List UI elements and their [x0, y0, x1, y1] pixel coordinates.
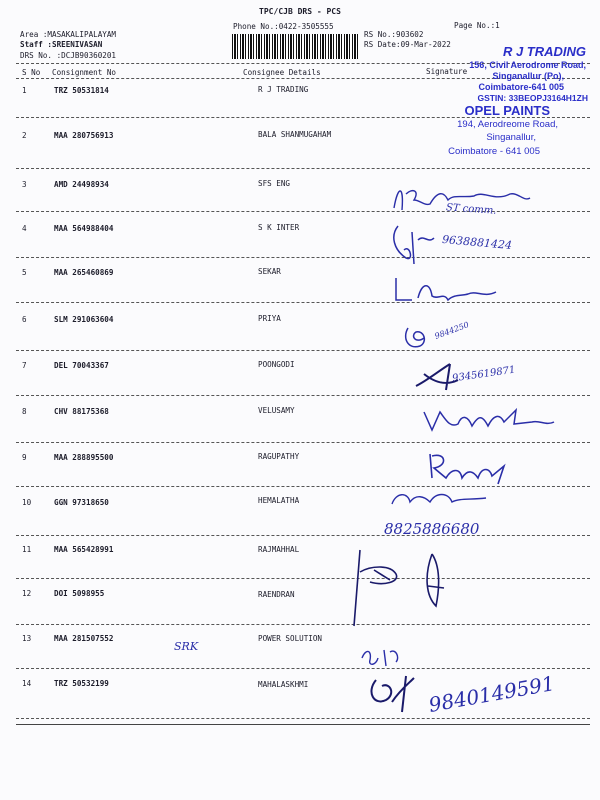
row-sno: 7: [22, 361, 27, 370]
row-sno: 9: [22, 453, 27, 462]
document-title: TPC/CJB DRS - PCS: [259, 7, 341, 16]
handwritten-phone-row4: 9638881424: [441, 232, 513, 253]
row-consignee: SEKAR: [258, 267, 281, 276]
row-consignment: DOI 5098955: [54, 589, 105, 598]
row-consignment: TRZ 50531814: [54, 86, 109, 95]
rj-trading-stamp-line2: Singanallur (Po),: [492, 71, 564, 81]
row-consignee: MAHALASKHMI: [258, 680, 309, 689]
col-sno: S No: [22, 68, 41, 77]
row-sno: 14: [22, 679, 32, 688]
row-consignment: AMD 24498934: [54, 180, 109, 189]
row-divider: [16, 578, 590, 579]
row-divider: [16, 442, 590, 443]
row-sno: 3: [22, 180, 27, 189]
signature-row9: [424, 448, 524, 488]
handwritten-phone-row10: 8825886680: [384, 520, 480, 538]
signature-row3: [384, 180, 554, 220]
signature-row4: [384, 220, 454, 270]
col-consignee: Consignee Details: [243, 68, 321, 77]
row-divider: [16, 395, 590, 396]
row-sno: 6: [22, 315, 27, 324]
row-consignment: GGN 97318650: [54, 498, 109, 507]
opel-paints-stamp-line2: Singanallur,: [486, 132, 536, 143]
handwritten-note-row13: SRK: [174, 640, 199, 653]
handwritten-phone-row7: 9345619871: [451, 364, 517, 385]
row-sno: 1: [22, 86, 27, 95]
rj-trading-stamp-gstin: GSTIN: 33BEOPJ3164H1ZH: [477, 93, 588, 103]
footer-rule: [16, 724, 590, 725]
barcode: [232, 34, 360, 59]
rj-trading-stamp-line1: 156, Civil Aerodrome Road,: [469, 60, 586, 70]
handwritten-note-row3: ST comm.: [445, 202, 497, 217]
row-consignee: POWER SOLUTION: [258, 634, 323, 643]
rj-trading-stamp-name: R J TRADING: [502, 44, 586, 59]
row-consignee: RAJMAHHAL: [258, 545, 300, 554]
row-sno: 10: [22, 498, 32, 507]
row-consignee: R J TRADING: [258, 85, 309, 94]
opel-paints-stamp-line3: Coimbatore - 641 005: [448, 146, 540, 157]
row-sno: 5: [22, 268, 27, 277]
row-consignee: PRIYA: [258, 314, 281, 323]
row-sno: 13: [22, 634, 32, 643]
rj-trading-stamp-line3: Coimbatore-641 005: [478, 82, 564, 92]
row-consignee: S K INTER: [258, 223, 300, 232]
staff-label: Staff :SREENIVASAN: [20, 40, 103, 49]
signature-rows-11-12: [340, 546, 470, 630]
row-consignee: RAGUPATHY: [258, 452, 300, 461]
row-consignment: SLM 291063604: [54, 315, 114, 324]
signature-row13: [356, 642, 416, 672]
page-number: Page No.:1: [454, 21, 500, 30]
signature-row7: [410, 356, 480, 396]
row-consignee: BALA SHANMUGAHAM: [258, 130, 332, 139]
row-divider: [16, 535, 590, 536]
row-consignment: MAA 281507552: [54, 634, 114, 643]
row-consignment: DEL 70043367: [54, 361, 109, 370]
row-divider: [16, 168, 590, 169]
row-divider: [16, 257, 590, 258]
row-divider: [16, 718, 590, 719]
row-sno: 12: [22, 589, 32, 598]
row-consignee: HEMALATHA: [258, 496, 300, 505]
phone-number: Phone No.:0422-3505555: [233, 22, 334, 31]
signature-row8: [420, 402, 560, 436]
row-sno: 8: [22, 407, 27, 416]
opel-paints-stamp-name: OPEL PAINTS: [464, 103, 550, 118]
row-divider: [16, 624, 590, 625]
row-consignment: MAA 280756913: [54, 131, 114, 140]
signature-row10: [386, 486, 496, 516]
signature-row6: [398, 316, 438, 356]
row-consignee: POONGODI: [258, 360, 295, 369]
area-label: Area :MASAKALIPALAYAM: [20, 30, 117, 39]
col-consignment: Consignment No: [52, 68, 117, 77]
row-consignee: SFS ENG: [258, 179, 291, 188]
row-sno: 4: [22, 224, 27, 233]
signature-row5: [388, 274, 508, 308]
row-consignment: MAA 288895500: [54, 453, 114, 462]
col-signature: Signature: [426, 67, 468, 76]
row-consignment: CHV 88175368: [54, 407, 109, 416]
row-divider: [16, 350, 590, 351]
row-divider: [16, 668, 590, 669]
handwritten-phone-row14: 9840149591: [426, 671, 557, 717]
drs-number: DRS No. :DCJB90360201: [20, 51, 117, 60]
row-sno: 11: [22, 545, 32, 554]
row-consignment: MAA 564988404: [54, 224, 114, 233]
row-consignment: MAA 265460869: [54, 268, 114, 277]
opel-paints-stamp-line1: 194, Aerodreome Road,: [457, 119, 558, 130]
row-consignment: MAA 565428991: [54, 545, 114, 554]
rs-date: RS Date:09-Mar-2022: [364, 40, 451, 49]
row-consignee: VELUSAMY: [258, 406, 295, 415]
row-consignment: TRZ 50532199: [54, 679, 109, 688]
row-sno: 2: [22, 131, 27, 140]
row-consignee: RAENDRAN: [258, 590, 295, 599]
handwritten-phone-row6: 9844250: [433, 320, 471, 341]
rs-number: RS No.:903602: [364, 30, 424, 39]
signature-row14: [362, 672, 432, 716]
